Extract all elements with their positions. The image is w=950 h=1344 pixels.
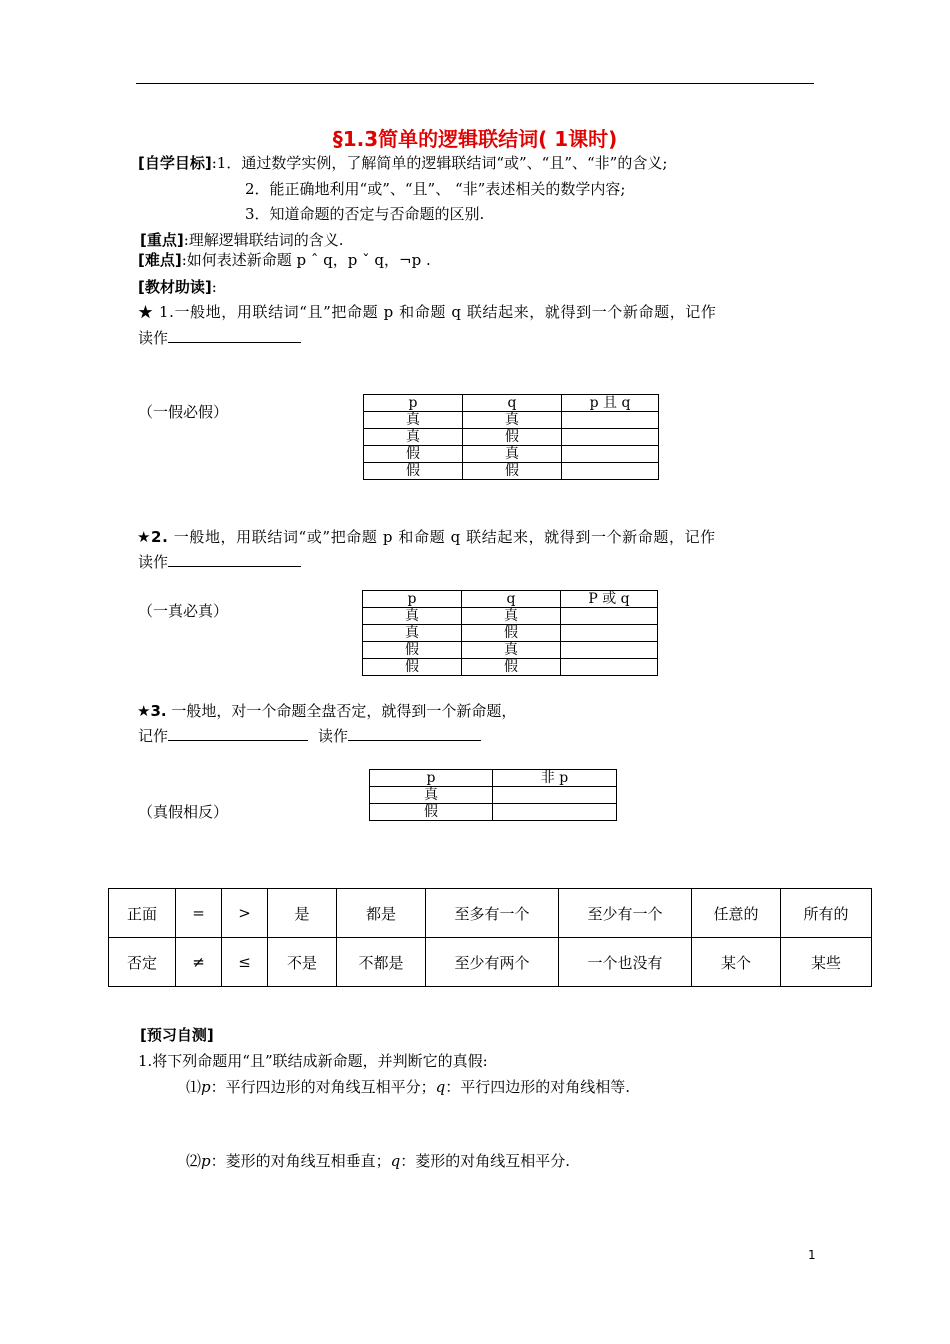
part-2-qtext: ：菱形的对角线互相平分. (400, 1152, 571, 1170)
item1-line2 (138, 327, 301, 348)
answer-cell[interactable] (561, 608, 658, 625)
answer-cell[interactable] (561, 659, 658, 676)
cell: 真 (462, 642, 561, 659)
cell: 假 (363, 642, 462, 659)
preview-question-1: 1.将下列命题用“且”联结成新命题，并判断它的真假: (138, 1052, 488, 1070)
item3-duzuo-blank[interactable] (348, 726, 481, 741)
item2-blank[interactable] (168, 552, 301, 567)
item1-h-pq: p 且 q (562, 395, 659, 412)
cell: 假 (363, 659, 462, 676)
neg-cell: = (176, 889, 222, 938)
part-1-q: q (435, 1078, 446, 1096)
cell: 真 (364, 412, 463, 429)
answer-cell[interactable] (493, 787, 617, 804)
reading-heading (138, 276, 217, 297)
item2-h-p: p (363, 591, 462, 608)
item3-line2 (138, 725, 481, 746)
neg-cell: 是 (268, 889, 337, 938)
item1-truth-table (363, 394, 659, 480)
objectives-label: [自学目标] (138, 154, 212, 172)
table-row (109, 938, 872, 987)
neg-cell: > (222, 889, 268, 938)
item1-blank[interactable] (168, 328, 301, 343)
neg-cell: 不是 (268, 938, 337, 987)
item3-jizuo-blank[interactable] (168, 726, 308, 741)
part-1-ptext: ：平行四边形的对角线互相平分； (210, 1078, 436, 1096)
key-point-label: [重点] (140, 231, 184, 249)
cell: 真 (463, 412, 562, 429)
item2-star: ★2. (137, 528, 169, 546)
answer-cell[interactable] (562, 412, 659, 429)
item2-note: （一真必真） (138, 602, 229, 620)
preview-part-1 (186, 1076, 630, 1097)
header-rule (136, 83, 814, 84)
part-2-p: p (201, 1152, 211, 1170)
answer-cell[interactable] (561, 625, 658, 642)
cell: 假 (463, 429, 562, 446)
item1-h-q: q (463, 395, 562, 412)
part-2-q: q (390, 1152, 401, 1170)
objective-1: :1．通过数学实例，了解简单的逻辑联结词“或”、“且”、“非”的含义; (211, 154, 668, 172)
answer-cell[interactable] (562, 446, 659, 463)
cell: 假 (463, 463, 562, 480)
negation-table (108, 888, 872, 987)
neg-cell: ≤ (222, 938, 268, 987)
cell: 假 (370, 804, 493, 821)
cell: 真 (463, 446, 562, 463)
objectives-line-1 (138, 152, 667, 173)
neg-cell: 至多有一个 (426, 889, 559, 938)
item1-duzuo: 读作 (138, 329, 169, 347)
page-title: §1.3简单的逻辑联结词( 1课时) (332, 127, 618, 151)
item3-jizuo: 记作 (138, 727, 169, 745)
item3-line1 (137, 700, 516, 721)
neg-cell: 否定 (109, 938, 176, 987)
item1-note: （一假必假） (138, 403, 229, 421)
difficulty (138, 249, 431, 270)
item2-truth-table (362, 590, 658, 676)
neg-cell: 不都是 (337, 938, 426, 987)
cell: 真 (364, 429, 463, 446)
answer-cell[interactable] (562, 463, 659, 480)
objective-2: 2．能正确地利用“或”、“且”、 “非”表述相关的数学内容; (245, 180, 626, 198)
answer-cell[interactable] (562, 429, 659, 446)
item3-text: 一般地，对一个命题全盘否定，就得到一个新命题， (166, 702, 517, 720)
cell: 假 (462, 659, 561, 676)
neg-cell: 一个也没有 (559, 938, 692, 987)
difficulty-text: :如何表述新命题 p ˆ q，p ˇ q，¬p . (181, 251, 431, 269)
item2-h-pq: P 或 q (561, 591, 658, 608)
neg-cell: 至少有两个 (426, 938, 559, 987)
item2-duzuo: 读作 (138, 553, 169, 571)
part-1-num: ⑴ (186, 1078, 202, 1096)
item3-h-p: p (370, 770, 493, 787)
part-2-num: ⑵ (186, 1152, 202, 1170)
difficulty-label: [难点] (138, 251, 182, 269)
item2-line2 (138, 551, 301, 572)
page-number: 1 (808, 1248, 816, 1262)
item3-duzuo: 读作 (318, 727, 349, 745)
key-point (140, 229, 344, 250)
item3-truth-table (369, 769, 617, 821)
cell: 真 (462, 608, 561, 625)
cell: 假 (364, 463, 463, 480)
neg-cell: ≠ (176, 938, 222, 987)
cell: 假 (462, 625, 561, 642)
part-1-qtext: ：平行四边形的对角线相等. (445, 1078, 631, 1096)
item3-h-notp: 非 p (493, 770, 617, 787)
item2-text: 一般地，用联结词“或”把命题 p 和命题 q 联结起来，就得到一个新命题，记作 (168, 528, 716, 546)
cell: 假 (364, 446, 463, 463)
part-2-ptext: ：菱形的对角线互相垂直； (210, 1152, 391, 1170)
item1-h-p: p (364, 395, 463, 412)
item3-note: （真假相反） (138, 803, 229, 821)
cell: 真 (363, 608, 462, 625)
answer-cell[interactable] (493, 804, 617, 821)
neg-cell: 都是 (337, 889, 426, 938)
preview-label: [预习自测] (140, 1026, 214, 1044)
cell: 真 (370, 787, 493, 804)
neg-cell: 任意的 (692, 889, 781, 938)
item1-line1: ★ 1.一般地，用联结词“且”把命题 p 和命题 q 联结起来，就得到一个新命题，记作 (138, 303, 717, 321)
part-1-p: p (201, 1078, 211, 1096)
neg-cell: 至少有一个 (559, 889, 692, 938)
item2-h-q: q (462, 591, 561, 608)
reading-colon: : (211, 278, 217, 296)
neg-cell: 正面 (109, 889, 176, 938)
neg-cell: 所有的 (781, 889, 872, 938)
item3-star: ★3. (137, 702, 167, 720)
reading-label: [教材助读] (138, 278, 212, 296)
neg-cell: 某些 (781, 938, 872, 987)
objective-3: 3．知道命题的否定与否命题的区别. (245, 205, 485, 223)
neg-cell: 某个 (692, 938, 781, 987)
key-point-text: :理解逻辑联结词的含义. (183, 231, 344, 249)
answer-cell[interactable] (561, 642, 658, 659)
table-row (109, 889, 872, 938)
cell: 真 (363, 625, 462, 642)
item2-line1 (137, 526, 716, 547)
preview-part-2 (186, 1150, 570, 1171)
